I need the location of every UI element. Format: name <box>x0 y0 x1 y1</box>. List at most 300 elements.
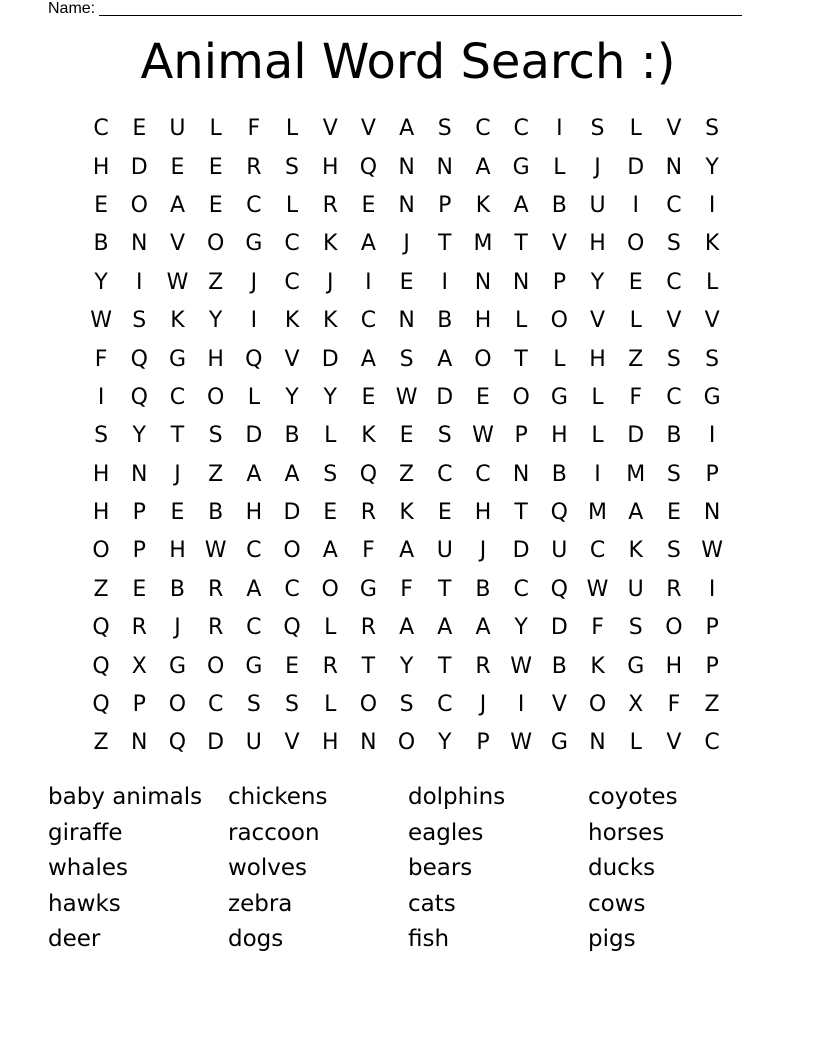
grid-letter: C <box>666 192 682 218</box>
grid-letter: S <box>590 116 605 142</box>
grid-letter: W <box>472 423 494 449</box>
word-list-item: coyotes <box>588 784 678 810</box>
grid-letter: V <box>284 730 300 756</box>
grid-letter: H <box>207 346 224 372</box>
grid-letter: O <box>321 576 339 602</box>
grid-letter: P <box>438 192 452 218</box>
grid-letter: A <box>628 500 644 526</box>
grid-letter: H <box>589 346 606 372</box>
grid-letter: Z <box>704 692 720 718</box>
grid-letter: E <box>285 653 299 679</box>
grid-letter: H <box>474 308 492 334</box>
grid-letter: A <box>399 116 415 142</box>
grid-letter: E <box>666 500 681 526</box>
grid-letter: V <box>590 308 606 334</box>
grid-letter: Q <box>550 500 568 526</box>
word-list-item: deer <box>48 926 101 953</box>
grid-letter: E <box>94 192 109 218</box>
word-list-item: dolphins <box>408 784 506 810</box>
grid-letter: G <box>245 231 263 257</box>
grid-letter: D <box>550 615 568 641</box>
grid-letter: V <box>322 116 338 142</box>
grid-letter: W <box>701 538 723 564</box>
grid-letter: E <box>170 500 185 526</box>
grid-letter: W <box>204 538 227 564</box>
grid-letter: U <box>589 192 606 218</box>
grid-letter: G <box>359 576 377 602</box>
grid-letter: N <box>436 154 454 180</box>
grid-letter: A <box>169 192 185 218</box>
grid-letter: C <box>246 538 262 564</box>
grid-letter: C <box>284 269 300 295</box>
grid-letter: A <box>246 461 262 487</box>
grid-letter: A <box>284 461 300 487</box>
word-list-item: whales <box>48 855 129 882</box>
grid-letter: H <box>92 500 110 526</box>
grid-letter: S <box>285 692 300 718</box>
grid-letter: K <box>323 231 338 257</box>
grid-letter: U <box>436 538 453 564</box>
grid-letter: H <box>169 538 186 564</box>
grid-letter: L <box>591 384 604 410</box>
grid-letter: G <box>512 154 530 180</box>
grid-letter: Q <box>130 384 148 410</box>
grid-letter: V <box>551 231 567 257</box>
grid-letter: I <box>556 116 563 142</box>
grid-letter: E <box>132 576 147 602</box>
grid-letter: P <box>132 500 146 526</box>
grid-letter: H <box>92 154 110 180</box>
grid-letter: Q <box>130 346 148 372</box>
grid-letter: T <box>438 576 452 602</box>
grid-letter: J <box>174 615 181 641</box>
grid-letter: N <box>665 154 683 180</box>
grid-letter: D <box>321 346 339 372</box>
grid-letter: A <box>475 154 491 180</box>
grid-letter: W <box>90 308 112 334</box>
grid-letter: D <box>130 154 148 180</box>
grid-letter: O <box>665 615 683 641</box>
grid-letter: J <box>479 538 487 564</box>
grid-letter: Z <box>93 730 109 756</box>
grid-letter: D <box>627 423 645 449</box>
word-list-item: raccoon <box>228 819 320 846</box>
grid-letter: L <box>285 116 299 142</box>
grid-letter: O <box>512 384 530 410</box>
grid-letter: L <box>629 730 642 756</box>
word-list-item: wolves <box>228 855 308 882</box>
grid-letter: J <box>250 269 258 295</box>
grid-letter: A <box>360 231 376 257</box>
grid-letter: Y <box>438 730 452 756</box>
grid-letter: J <box>479 692 487 718</box>
grid-letter: W <box>586 576 609 602</box>
grid-letter: P <box>705 615 719 641</box>
grid-letter: C <box>589 538 606 564</box>
grid-letter: X <box>628 692 644 718</box>
grid-letter: P <box>552 269 566 295</box>
grid-letter: C <box>93 116 109 142</box>
grid-letter: R <box>360 615 377 641</box>
grid-letter: H <box>474 500 492 526</box>
grid-letter: S <box>666 346 681 372</box>
word-list-item: pigs <box>588 926 636 953</box>
grid-letter: H <box>92 461 110 487</box>
grid-letter: F <box>400 576 413 602</box>
grid-letter: W <box>510 653 533 679</box>
grid-letter: I <box>594 461 601 487</box>
grid-letter: Q <box>283 615 301 641</box>
grid-letter: S <box>399 346 414 372</box>
grid-letter: C <box>207 692 224 718</box>
grid-letter: F <box>667 692 681 718</box>
grid-letter: R <box>475 653 491 679</box>
grid-letter: D <box>436 384 454 410</box>
grid-letter: H <box>665 653 683 679</box>
grid-letter: Y <box>285 384 299 410</box>
grid-letter: A <box>475 615 491 641</box>
grid-letter: B <box>551 192 567 218</box>
grid-letter: Y <box>208 308 223 334</box>
grid-letter: B <box>475 576 491 602</box>
word-list-item: giraffe <box>48 819 123 846</box>
grid-letter: N <box>474 269 492 295</box>
grid-letter: H <box>551 423 568 449</box>
grid-letter: A <box>322 538 338 564</box>
grid-letter: D <box>207 730 225 756</box>
grid-letter: I <box>97 384 105 410</box>
grid-letter: K <box>399 500 414 526</box>
grid-letter: P <box>705 461 719 487</box>
grid-letter: E <box>132 116 147 142</box>
grid-letter: T <box>361 653 376 679</box>
grid-letter: F <box>94 346 108 372</box>
grid-letter: S <box>285 154 300 180</box>
grid-letter: P <box>705 653 719 679</box>
grid-letter: D <box>245 423 263 449</box>
grid-letter: O <box>130 192 148 218</box>
grid-letter: C <box>475 116 491 142</box>
grid-letter: I <box>441 269 449 295</box>
grid-letter: C <box>475 461 491 487</box>
grid-letter: F <box>362 538 375 564</box>
grid-letter: G <box>550 384 568 410</box>
grid-letter: I <box>365 269 372 295</box>
grid-letter: N <box>512 269 530 295</box>
grid-letter: C <box>169 384 186 410</box>
grid-letter: J <box>594 154 601 180</box>
grid-letter: N <box>131 461 148 487</box>
grid-letter: S <box>132 308 147 334</box>
grid-letter: K <box>361 423 376 449</box>
grid-letter: I <box>632 192 639 218</box>
word-list-item: dogs <box>228 926 284 953</box>
page-title: Animal Word Search :) <box>140 34 676 90</box>
grid-letter: F <box>629 384 643 410</box>
grid-letter: K <box>284 308 300 334</box>
grid-letter: Q <box>359 461 378 487</box>
grid-letter: T <box>438 231 452 257</box>
grid-letter: P <box>476 730 490 756</box>
grid-letter: Y <box>590 269 605 295</box>
grid-letter: O <box>397 730 416 756</box>
grid-letter: B <box>551 461 567 487</box>
grid-letter: D <box>512 538 530 564</box>
grid-letter: K <box>323 308 338 334</box>
grid-letter: Z <box>93 576 109 602</box>
grid-letter: Z <box>208 269 224 295</box>
grid-letter: L <box>629 308 642 334</box>
grid-letter: Q <box>92 653 110 679</box>
grid-letter: V <box>666 730 682 756</box>
grid-letter: A <box>399 538 415 564</box>
letter-grid <box>82 110 732 764</box>
grid-letter: Y <box>514 615 528 641</box>
grid-letter: E <box>628 269 643 295</box>
grid-letter: Q <box>245 346 263 372</box>
grid-letter: D <box>283 500 301 526</box>
grid-letter: L <box>515 308 528 334</box>
grid-letter: I <box>136 269 143 295</box>
word-list-item: bears <box>408 855 473 882</box>
grid-letter: E <box>208 192 223 218</box>
grid-letter: O <box>206 384 225 410</box>
grid-letter: S <box>323 461 338 487</box>
grid-letter: V <box>551 692 567 718</box>
grid-letter: J <box>326 269 334 295</box>
grid-letter: L <box>324 615 337 641</box>
grid-letter: S <box>437 423 452 449</box>
grid-letter: S <box>94 423 109 449</box>
grid-letter: V <box>360 116 376 142</box>
grid-letter: C <box>246 615 262 641</box>
grid-letter: G <box>703 384 721 410</box>
grid-letter: H <box>245 500 263 526</box>
grid-letter: B <box>666 423 682 449</box>
grid-letter: C <box>666 384 682 410</box>
grid-letter: K <box>170 308 185 334</box>
grid-letter: O <box>474 346 492 372</box>
grid-letter: J <box>174 461 181 487</box>
grid-letter: L <box>209 116 222 142</box>
grid-letter: R <box>360 500 377 526</box>
grid-letter: I <box>708 192 716 218</box>
word-list-item: chickens <box>228 784 328 810</box>
grid-letter: E <box>323 500 338 526</box>
grid-letter: L <box>553 154 566 180</box>
grid-letter: I <box>708 576 716 602</box>
grid-letter: P <box>132 692 146 718</box>
grid-letter: L <box>705 269 719 295</box>
grid-letter: B <box>551 653 567 679</box>
grid-letter: M <box>588 500 608 526</box>
grid-letter: S <box>208 423 223 449</box>
name-blank-line <box>99 1 742 16</box>
grid-letter: I <box>250 308 258 334</box>
grid-letter: X <box>131 653 147 679</box>
grid-letter: S <box>705 346 720 372</box>
grid-letter: S <box>437 116 452 142</box>
grid-letter: Q <box>92 692 110 718</box>
grid-letter: J <box>403 231 410 257</box>
name-label: Name: <box>48 0 96 17</box>
grid-letter: B <box>93 231 109 257</box>
grid-letter: K <box>628 538 643 564</box>
grid-letter: E <box>437 500 452 526</box>
grid-letter: C <box>704 730 720 756</box>
word-list-item: fish <box>408 926 450 953</box>
word-list-item: zebra <box>228 890 293 917</box>
grid-letter: V <box>666 116 682 142</box>
grid-letter: U <box>169 116 186 142</box>
grid-letter: R <box>131 615 147 641</box>
grid-letter: N <box>398 192 415 218</box>
grid-letter: L <box>553 346 566 372</box>
word-list-item: hawks <box>48 890 121 917</box>
grid-letter: S <box>666 461 681 487</box>
grid-letter: Q <box>168 730 187 756</box>
grid-letter: N <box>589 730 606 756</box>
grid-letter: S <box>246 692 261 718</box>
grid-letter: O <box>206 653 225 679</box>
grid-letter: N <box>703 500 721 526</box>
grid-letter: C <box>437 692 453 718</box>
grid-letter: O <box>588 692 607 718</box>
grid-letter: K <box>704 231 720 257</box>
grid-letter: N <box>131 730 148 756</box>
grid-letter: Z <box>399 461 415 487</box>
grid-letter: U <box>627 576 644 602</box>
grid-letter: L <box>629 116 642 142</box>
grid-letter: L <box>324 423 337 449</box>
grid-letter: N <box>512 461 530 487</box>
grid-letter: T <box>438 653 452 679</box>
grid-letter: C <box>284 576 300 602</box>
grid-letter: Q <box>550 576 568 602</box>
grid-letter: O <box>627 231 645 257</box>
grid-letter: N <box>131 231 148 257</box>
grid-letter: H <box>321 730 339 756</box>
grid-letter: E <box>361 384 376 410</box>
grid-letter: R <box>246 154 262 180</box>
grid-letter: T <box>514 500 528 526</box>
grid-letter: Z <box>208 461 224 487</box>
grid-letter: V <box>704 308 720 334</box>
grid-letter: Q <box>92 615 110 641</box>
grid-letter: R <box>322 192 338 218</box>
grid-letter: R <box>208 615 224 641</box>
word-list-item: cats <box>408 890 456 917</box>
grid-letter: P <box>514 423 528 449</box>
grid-letter: R <box>208 576 224 602</box>
grid-letter: C <box>666 269 682 295</box>
grid-letter: R <box>322 653 338 679</box>
grid-letter: G <box>627 653 645 679</box>
word-list-item: baby animals <box>48 784 203 810</box>
grid-letter: B <box>284 423 300 449</box>
grid-letter: D <box>627 154 645 180</box>
grid-letter: K <box>475 192 491 218</box>
grid-letter: L <box>324 692 337 718</box>
grid-letter: L <box>591 423 604 449</box>
grid-letter: O <box>359 692 378 718</box>
grid-letter: I <box>708 423 716 449</box>
grid-letter: R <box>666 576 682 602</box>
grid-letter: I <box>517 692 525 718</box>
grid-letter: C <box>513 576 529 602</box>
word-list-item: horses <box>588 819 665 846</box>
word-list-item: eagles <box>408 819 484 846</box>
grid-letter: W <box>166 269 189 295</box>
grid-letter: Q <box>359 154 378 180</box>
grid-letter: T <box>170 423 185 449</box>
grid-letter: W <box>395 384 418 410</box>
grid-letter: B <box>208 500 224 526</box>
grid-letter: E <box>208 154 223 180</box>
grid-letter: U <box>551 538 568 564</box>
word-list-item: cows <box>588 890 646 917</box>
grid-letter: B <box>437 308 453 334</box>
grid-letter: N <box>398 308 415 334</box>
grid-letter: E <box>170 154 185 180</box>
grid-letter: H <box>321 154 339 180</box>
grid-letter: A <box>513 192 529 218</box>
grid-letter: Y <box>399 653 414 679</box>
word-list <box>48 780 768 958</box>
name-field <box>48 0 742 18</box>
grid-letter: G <box>168 653 186 679</box>
grid-letter: A <box>399 615 415 641</box>
grid-letter: O <box>92 538 110 564</box>
grid-letter: E <box>399 269 414 295</box>
grid-letter: A <box>360 346 376 372</box>
grid-letter: Y <box>323 384 337 410</box>
grid-letter: S <box>399 692 414 718</box>
grid-letter: P <box>132 538 146 564</box>
grid-letter: C <box>246 192 262 218</box>
grid-letter: C <box>513 116 529 142</box>
grid-letter: Y <box>94 269 108 295</box>
grid-letter: C <box>360 308 377 334</box>
grid-letter: S <box>666 538 681 564</box>
grid-letter: M <box>473 231 493 257</box>
grid-letter: C <box>437 461 453 487</box>
grid-letter: T <box>514 346 528 372</box>
grid-letter: O <box>550 308 568 334</box>
grid-letter: A <box>437 346 453 372</box>
grid-letter: Y <box>132 423 146 449</box>
grid-letter: H <box>589 231 606 257</box>
grid-letter: S <box>628 615 643 641</box>
grid-letter: W <box>510 730 533 756</box>
grid-letter: G <box>245 653 263 679</box>
grid-letter: G <box>168 346 186 372</box>
grid-letter: E <box>476 384 490 410</box>
grid-letter: A <box>437 615 453 641</box>
grid-letter: T <box>514 231 528 257</box>
grid-letter: O <box>168 692 187 718</box>
grid-letter: F <box>247 116 261 142</box>
grid-letter: N <box>398 154 415 180</box>
grid-letter: N <box>360 730 377 756</box>
grid-letter: E <box>399 423 414 449</box>
grid-letter: E <box>361 192 376 218</box>
grid-letter: Y <box>705 154 719 180</box>
grid-letter: V <box>169 231 185 257</box>
word-list-item: ducks <box>588 855 656 882</box>
grid-letter: S <box>666 231 681 257</box>
grid-letter: M <box>626 461 646 487</box>
